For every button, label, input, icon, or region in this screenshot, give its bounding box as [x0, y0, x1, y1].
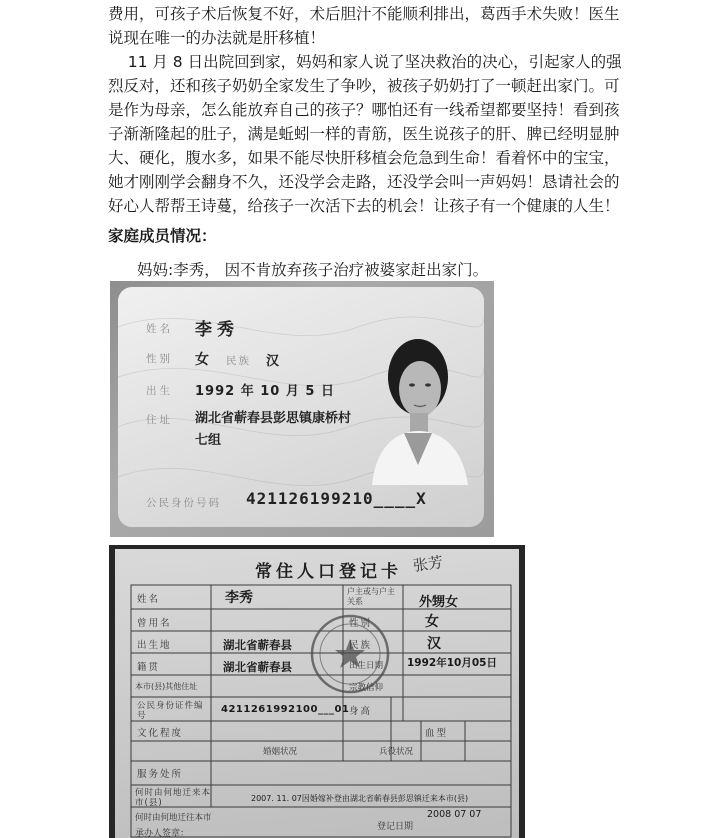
registration-card-sheet: [115, 549, 519, 838]
reg-birthplace-label: 出生地: [137, 640, 172, 651]
portrait-photo: [364, 325, 472, 485]
handwritten-signature: 张芳: [411, 552, 445, 575]
reg-military-label: 兵役状况: [379, 747, 414, 757]
id-number-label: 公民身份号码: [146, 497, 221, 509]
id-address-label: 住址: [146, 414, 173, 426]
household-registration-card-photo: [109, 545, 525, 838]
story-paragraph-main: 11 月 8 日出院回到家，妈妈和家人说了坚决救治的决心，引起家人的强烈反对，还和孩子奶奶全家发生了争吵，被孩子奶奶打了一顿赶出家门。可是作为母亲，怎么能放弃自己的孩子？哪怕还有一线希望都要坚持！看到孩子渐渐隆起的肚子，满是蚯蚓一样的青筋，医生说孩子的肝、脾已经明显肿大、硬化，腹水多，如果不能尽快肝移植会危急到生命！看着怀中的宝宝，她才刚刚学会翻身不久，还没学会走路，还没学会叫一声妈妈！恳请社会的好心人帮帮王诗蔓，给孩子一次活下去的机会！让孩子有一个健康的人生！: [108, 53, 622, 215]
id-ethnicity-value: 汉: [266, 354, 280, 369]
reg-moved-from-label: 何时由何地迁来本市(县): [135, 788, 212, 808]
id-number-value: 421126199210____X: [246, 489, 427, 508]
id-sex-value: 女: [195, 352, 209, 368]
reg-native-place-value: 湖北省蕲春县: [223, 660, 292, 674]
reg-native-place-label: 籍贯: [137, 662, 161, 673]
story-paragraph-intro: 费用，可孩子术后恢复不好，术后胆汁不能顺利排出，葛西手术失败！医生说现在唯一的办法就是肝移植！: [108, 5, 620, 47]
reg-date-label: 登记日期: [377, 822, 414, 832]
reg-birth-date-label: 出生日期: [349, 661, 384, 671]
reg-birthplace-value: 湖北省蕲春县: [223, 638, 292, 652]
reg-moved-to-label: 何时由何地迁往本市: [135, 813, 212, 823]
reg-sex-value: 女: [425, 614, 439, 630]
reg-workplace-label: 服务处所: [137, 769, 184, 780]
reg-id-number-value: 4211261992100___01: [221, 704, 350, 715]
reg-education-label: 文化程度: [137, 728, 184, 739]
reg-blood-type-label: 血型: [425, 728, 449, 739]
reg-marital-label: 婚姻状况: [263, 747, 298, 757]
reg-household-relation-label: 户主或与户主关系: [347, 587, 395, 606]
reg-date-value: 2008 07 07: [427, 809, 482, 820]
reg-ethnicity-value: 汉: [427, 636, 441, 652]
id-name-label: 姓名: [146, 323, 173, 335]
reg-name-label: 姓名: [137, 594, 161, 605]
reg-clerk-label: 承办人签章：: [135, 829, 190, 838]
reg-name-value: 李秀: [225, 590, 253, 606]
reg-ethnicity-label: 民族: [349, 640, 373, 651]
id-birth-label: 出生: [146, 385, 173, 397]
id-card-photo: [110, 281, 494, 537]
reg-id-number-label: 公民身份证件编号: [137, 701, 204, 721]
reg-moved-from-value: 2007. 11. 07因婚嫁补登由湖北省蕲春县彭思镇迁来本市(县): [251, 794, 469, 803]
mother-description: 妈妈:李秀， 因不肯放弃孩子治疗被婆家赶出家门。: [137, 261, 489, 279]
reg-height-label: 身高: [349, 706, 373, 717]
reg-birth-date-value: 1992年10月05日: [407, 657, 497, 669]
reg-household-relation-value: 外甥女: [419, 595, 459, 610]
reg-other-address-label: 本市(县)其他住址: [135, 682, 198, 691]
family-members-heading: 家庭成员情况：: [108, 227, 217, 245]
registration-card-title: 常住人口登记卡: [255, 562, 402, 582]
id-name-value: 李秀: [195, 320, 239, 340]
id-ethnicity-label: 民族: [226, 355, 251, 367]
reg-religion-label: 宗教信仰: [349, 683, 384, 693]
id-card-surface: [118, 287, 484, 527]
reg-former-name-label: 曾用名: [137, 618, 172, 629]
id-sex-label: 性别: [146, 353, 173, 365]
id-address-value: 湖北省蕲春县彭思镇康桥村七组: [195, 411, 352, 448]
id-birth-value: 1992 年 10 月 5 日: [195, 384, 335, 399]
reg-sex-label: 性别: [349, 618, 373, 629]
